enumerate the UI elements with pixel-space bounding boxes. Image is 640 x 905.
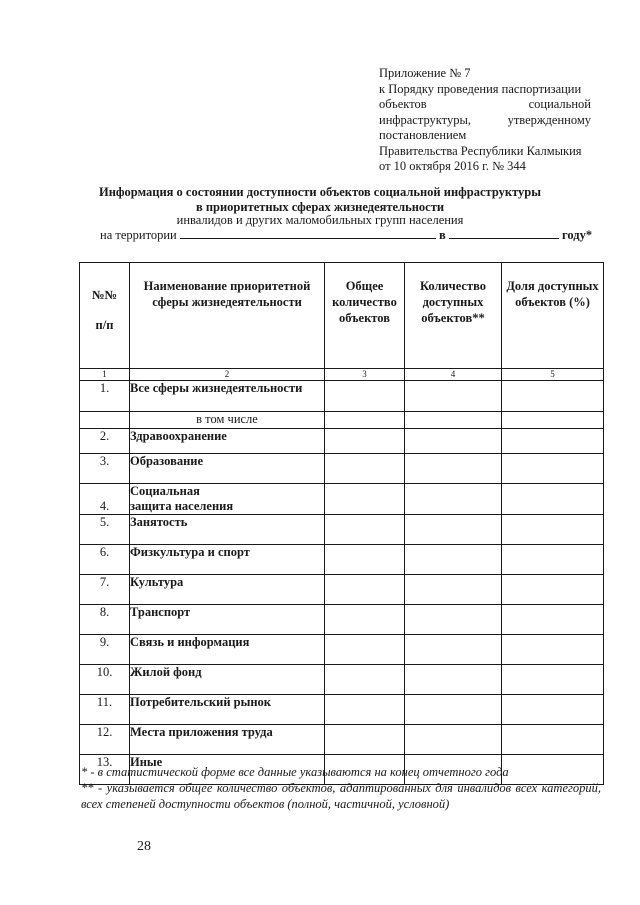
row-name: Все сферы жизнедеятельности xyxy=(130,381,325,412)
appendix-line: постановлением xyxy=(379,128,467,142)
header-cell-share: Доля доступных объектов (%) xyxy=(502,263,604,369)
cell-accessible[interactable] xyxy=(405,484,502,515)
table-row xyxy=(80,575,604,605)
cell-share[interactable] xyxy=(502,515,604,545)
row-number: 11. xyxy=(80,695,130,725)
row-number: 9. xyxy=(80,635,130,665)
cell-total[interactable] xyxy=(325,695,405,725)
footnotes xyxy=(81,764,601,812)
cell-accessible[interactable] xyxy=(405,545,502,575)
territory-line xyxy=(100,228,592,243)
appendix-line: Правительства Республики Калмыкия xyxy=(379,143,582,158)
cell-accessible[interactable] xyxy=(405,665,502,695)
appendix-word: инфраструктуры, xyxy=(379,112,472,127)
header-number-bottom: п/п xyxy=(95,318,114,332)
territory-year: году* xyxy=(562,228,593,242)
table-row xyxy=(80,605,604,635)
page-number: 28 xyxy=(137,839,151,854)
cell-share[interactable] xyxy=(502,605,604,635)
column-number: 1 xyxy=(80,369,130,381)
cell-total[interactable] xyxy=(325,575,405,605)
year-blank xyxy=(449,228,559,239)
document-title: Информация о состоянии доступности объектов социальной инфраструктуры xyxy=(98,185,542,199)
cell-share[interactable] xyxy=(502,545,604,575)
row-number: 1. xyxy=(80,381,130,412)
appendix-date-line: от 10 октября 2016 г. № 344 xyxy=(379,159,526,173)
cell-total[interactable] xyxy=(325,725,405,755)
cell-accessible[interactable] xyxy=(405,635,502,665)
row-number: 7. xyxy=(80,575,130,605)
cell-share[interactable] xyxy=(502,725,604,755)
row-name: Физкультура и спорт xyxy=(130,545,325,575)
footnote-1: * - в статистической форме все данные указываются на конец отчетного года xyxy=(81,765,509,779)
appendix-word: утвержденному xyxy=(507,112,591,127)
territory-prefix: на территории xyxy=(100,228,177,242)
table-row xyxy=(80,695,604,725)
cell-total[interactable] xyxy=(325,665,405,695)
row-name: Занятость xyxy=(130,515,325,545)
cell-share[interactable] xyxy=(502,454,604,484)
row-name: Связь и информация xyxy=(130,635,325,665)
header-cell-total: Общее количество объектов xyxy=(325,263,405,369)
territory-blank xyxy=(180,228,436,239)
column-number: 4 xyxy=(405,369,502,381)
table-header-row xyxy=(80,263,604,369)
appendix-line: к Порядку проведения паспортизации xyxy=(379,81,582,96)
row-number: 12. xyxy=(80,725,130,755)
cell-accessible[interactable] xyxy=(405,575,502,605)
cell-total[interactable] xyxy=(325,484,405,515)
document-title-line2: в приоритетных сферах жизнедеятельности xyxy=(195,200,445,214)
document-subtitle: инвалидов и других маломобильных групп населения xyxy=(176,213,464,227)
header-cell-number xyxy=(80,263,130,369)
row-name: Иные xyxy=(130,755,325,785)
row-number: 4. xyxy=(80,484,130,515)
cell-share[interactable] xyxy=(502,575,604,605)
cell-total[interactable] xyxy=(325,605,405,635)
column-number: 5 xyxy=(502,369,604,381)
table-row xyxy=(80,454,604,484)
cell-total[interactable] xyxy=(325,545,405,575)
row-name: Здравоохранение xyxy=(130,429,325,454)
cell-total[interactable] xyxy=(325,635,405,665)
row-number: 3. xyxy=(80,454,130,484)
subheader-empty xyxy=(80,412,130,429)
row-number: 6. xyxy=(80,545,130,575)
subheader-empty xyxy=(325,412,405,429)
row-name: Образование xyxy=(130,454,325,484)
header-number-top: №№ xyxy=(91,288,118,302)
row-name: Культура xyxy=(130,575,325,605)
accessibility-table xyxy=(79,262,604,785)
cell-total[interactable] xyxy=(325,429,405,454)
column-number: 3 xyxy=(325,369,405,381)
row-number: 13. xyxy=(80,755,130,785)
appendix-line xyxy=(379,97,591,113)
header-cell-accessible: Количество доступных объектов** xyxy=(405,263,502,369)
cell-share[interactable] xyxy=(502,695,604,725)
cell-accessible[interactable] xyxy=(405,725,502,755)
subheader-row xyxy=(80,412,604,429)
cell-share[interactable] xyxy=(502,429,604,454)
cell-accessible[interactable] xyxy=(405,515,502,545)
subheader-empty xyxy=(502,412,604,429)
row-number: 8. xyxy=(80,605,130,635)
column-number-row xyxy=(80,369,604,381)
row-name: Социальная защита населения xyxy=(130,484,325,515)
table-row xyxy=(80,725,604,755)
row-name: Места приложения труда xyxy=(130,725,325,755)
row-name: Потребительский рынок xyxy=(130,695,325,725)
cell-accessible[interactable] xyxy=(405,695,502,725)
row-number: 10. xyxy=(80,665,130,695)
table-row xyxy=(80,545,604,575)
cell-share[interactable] xyxy=(502,635,604,665)
table-row xyxy=(80,515,604,545)
table-row xyxy=(80,635,604,665)
appendix-word: объектов xyxy=(379,97,427,111)
table-row xyxy=(80,429,604,454)
cell-accessible[interactable] xyxy=(405,381,502,412)
subheader-empty xyxy=(405,412,502,429)
cell-accessible[interactable] xyxy=(405,454,502,484)
territory-in: в xyxy=(439,228,446,242)
subheader-label: в том числе xyxy=(130,412,325,429)
row-number: 2. xyxy=(80,429,130,454)
appendix-line xyxy=(379,113,591,129)
cell-share[interactable] xyxy=(502,484,604,515)
table-row xyxy=(80,665,604,695)
cell-share[interactable] xyxy=(502,381,604,412)
row-number: 5. xyxy=(80,515,130,545)
cell-total[interactable] xyxy=(325,454,405,484)
cell-share[interactable] xyxy=(502,665,604,695)
column-number: 2 xyxy=(130,369,325,381)
appendix-word: социальной xyxy=(528,97,591,111)
header-cell-sphere: Наименование приоритетной сферы жизнедеятельности xyxy=(130,263,325,369)
appendix-title: Приложение № 7 xyxy=(379,66,471,80)
row-name: Жилой фонд xyxy=(130,665,325,695)
row-name: Транспорт xyxy=(130,605,325,635)
footnote-2: ** - указывается общее количество объектов, адаптированных для инвалидов всех категорий, всех степеней доступности объектов (полной, частичной, условной) xyxy=(81,781,601,811)
table-row xyxy=(80,484,604,515)
cell-total[interactable] xyxy=(325,515,405,545)
appendix-block xyxy=(379,66,591,175)
cell-total[interactable] xyxy=(325,381,405,412)
table-row xyxy=(80,381,604,412)
cell-accessible[interactable] xyxy=(405,605,502,635)
cell-accessible[interactable] xyxy=(405,429,502,454)
